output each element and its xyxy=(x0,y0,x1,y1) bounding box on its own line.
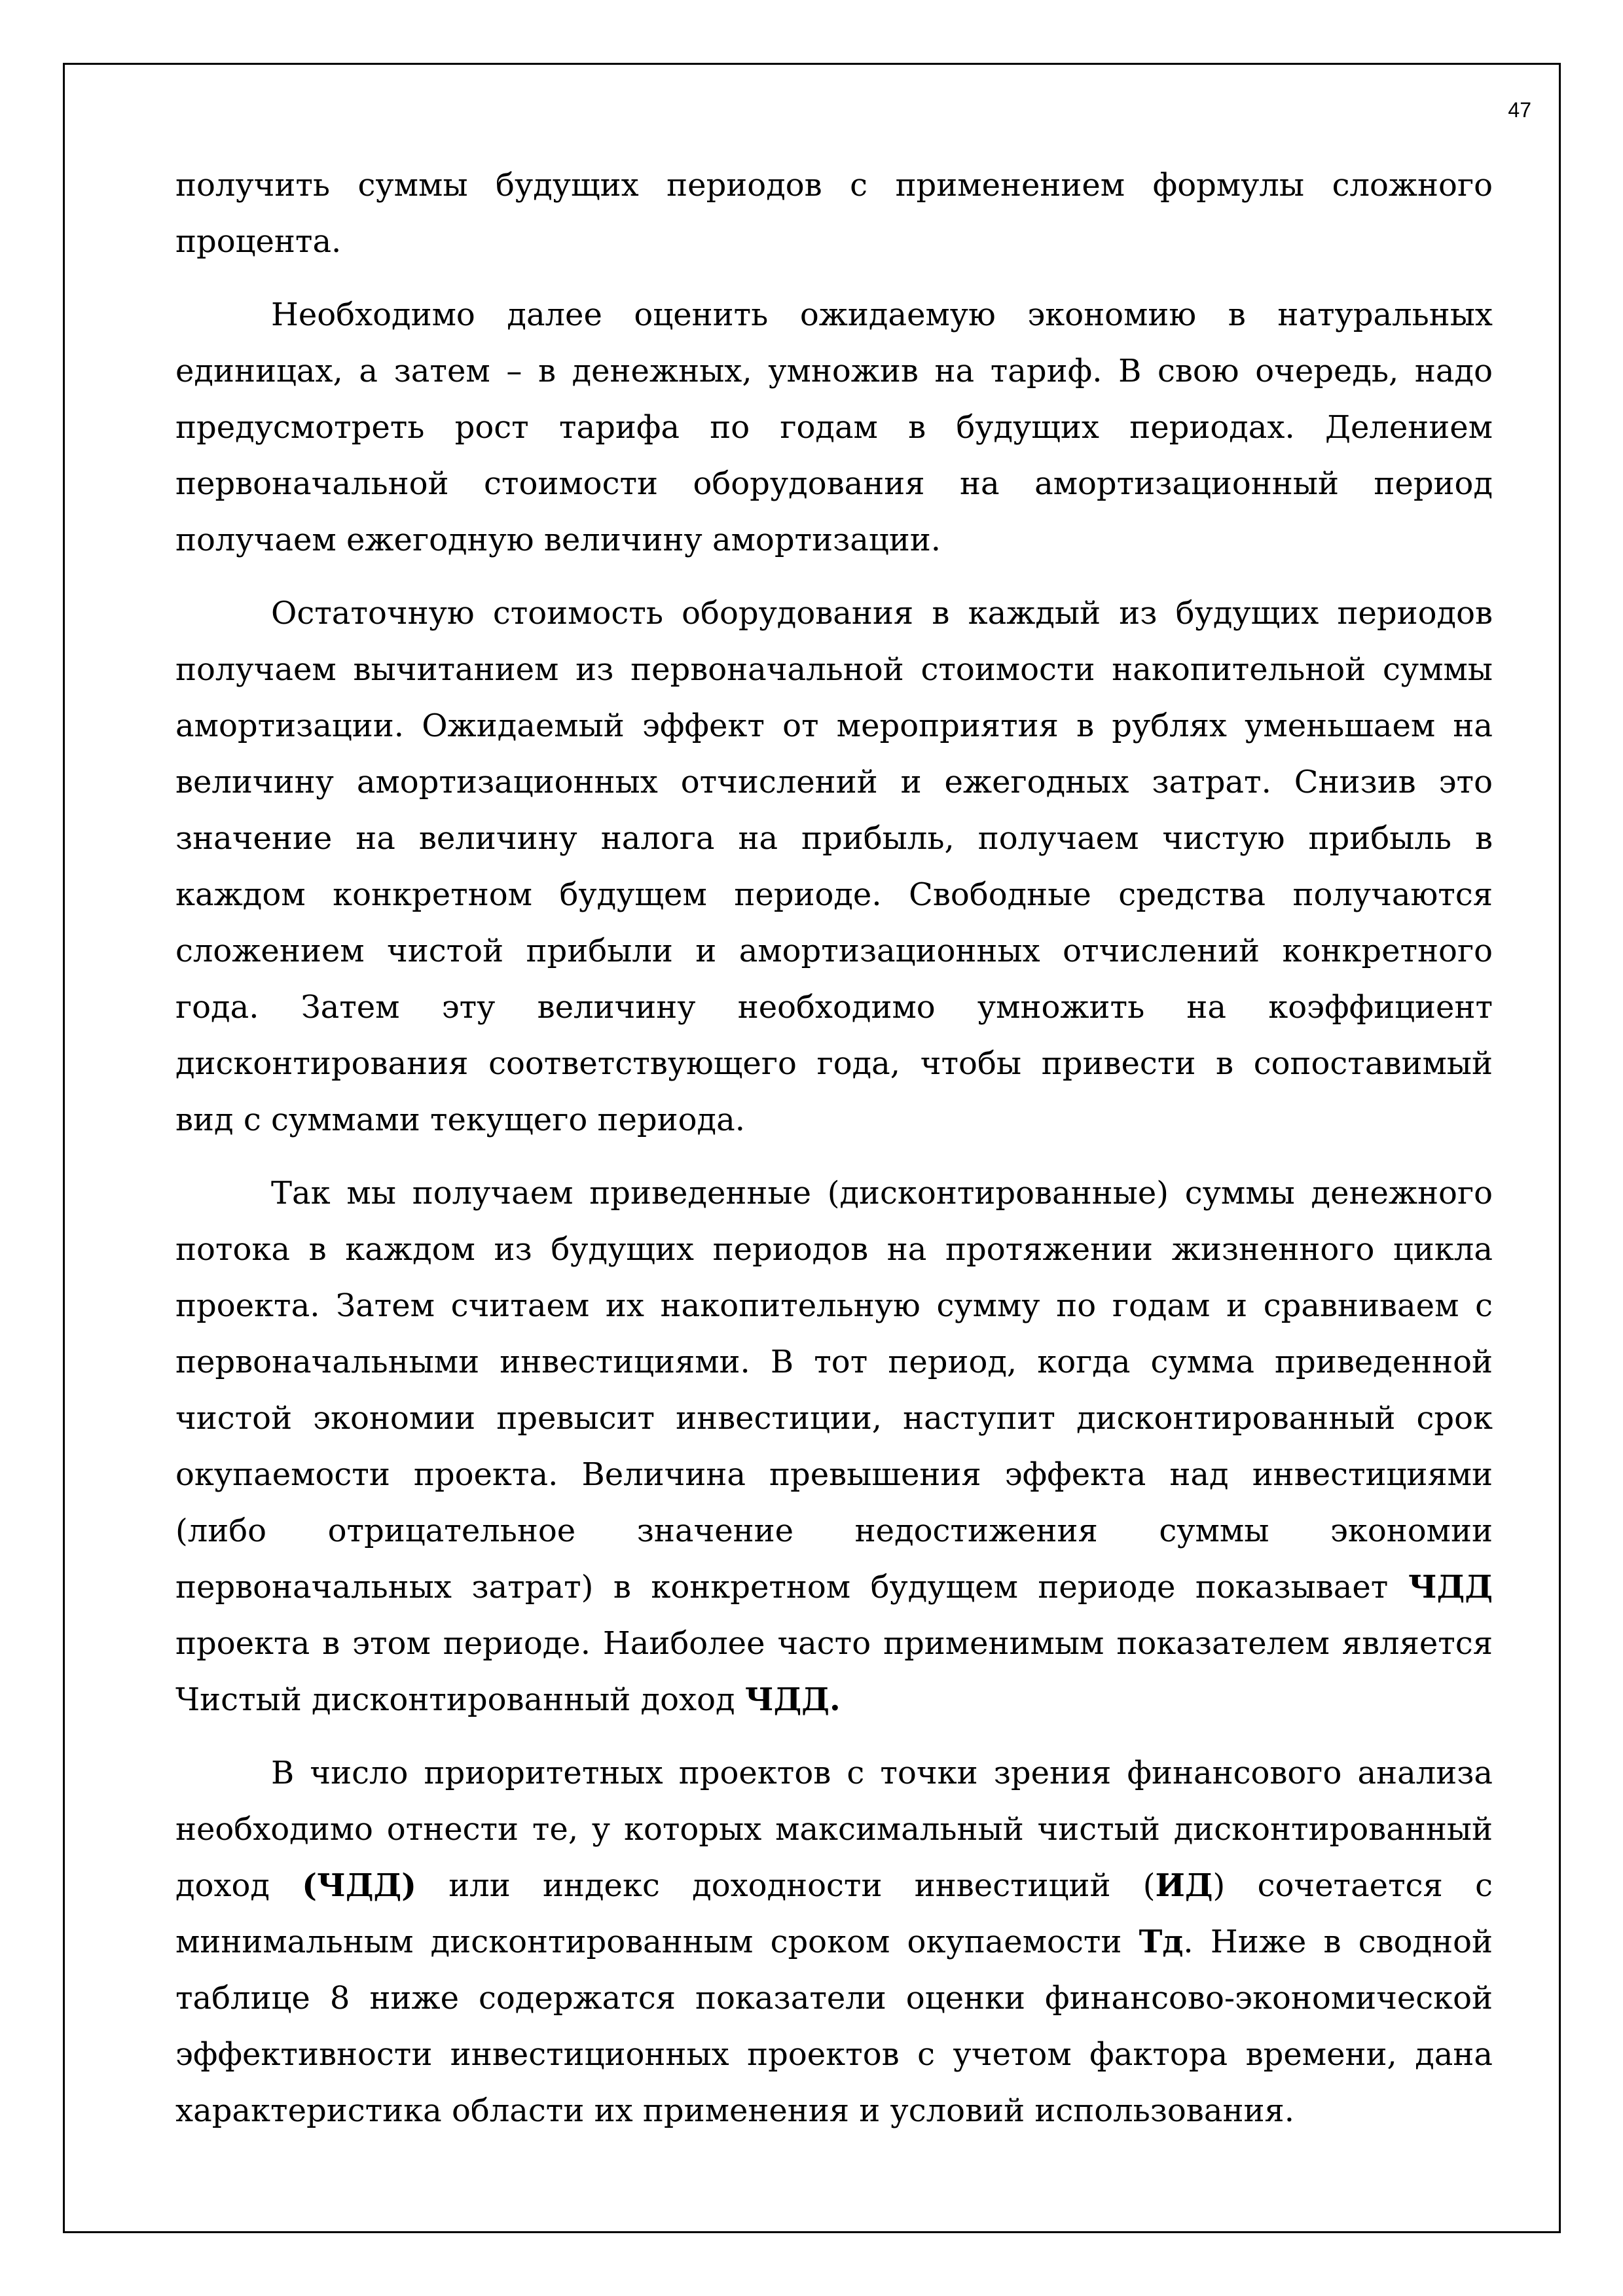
paragraph-5-text: В число приоритетных проектов с точки зрения финансового анализа необходимо отнести те, у которых максимальный чистый дисконтированный доход xyxy=(175,1755,1493,1904)
page-number: 47 xyxy=(1508,98,1531,122)
paragraph-4 xyxy=(175,1165,1493,1728)
term-chdd: (ЧДД) xyxy=(302,1867,416,1904)
paragraph-4-text: Так мы получаем приведенные (дисконтированные) суммы денежного потока в каждом из будущих периодов на протяжении жизненного цикла проекта. Затем считаем их накопительную сумму по годам и сравниваем с первоначальными инвестициями. В тот период, когда сумма приведенной чистой экономии превысит инвестиции, наступит дисконтированный срок окупаемости проекта. Величина превышения эффекта над инвестициями (либо отрицательное значение недостижения суммы экономии первоначальных затрат) в конкретном будущем периоде показывает xyxy=(175,1175,1493,1605)
paragraph-5-text: . Ниже в сводной таблице 8 ниже содержатся показатели оценки финансово-экономической эффективности инвестиционных проектов с учетом фактора времени, дана характеристика области их применения и условий использования. xyxy=(175,1924,1493,2129)
document-body xyxy=(175,157,1493,2156)
paragraph-5-text: ) сочетается с минимальным дисконтированным сроком окупаемости xyxy=(175,1867,1493,1960)
term-id: ИД xyxy=(1155,1867,1213,1904)
term-td: Тд xyxy=(1139,1924,1184,1960)
paragraph-3: Остаточную стоимость оборудования в каждый из будущих периодов получаем вычитанием из первоначальной стоимости накопительной суммы амортизации. Ожидаемый эффект от мероприятия в рублях уменьшаем на величину амортизационных отчислений и ежегодных затрат. Снизив это значение на величину налога на прибыль, получаем чистую прибыль в каждом конкретном будущем периоде. Свободные средства получаются сложением чистой прибыли и амортизационных отчислений конкретного года. Затем эту величину необходимо умножить на коэффициент дисконтирования соответствующего года, чтобы привести в сопоставимый вид с суммами текущего периода. xyxy=(175,595,1493,1138)
term-chdd: ЧДД. xyxy=(744,1681,841,1718)
term-chdd: ЧДД xyxy=(1408,1569,1493,1605)
paragraph-5 xyxy=(175,1745,1493,2139)
paragraph-5-text: или индекс доходности инвестиций ( xyxy=(416,1867,1156,1904)
paragraph-2: Необходимо далее оценить ожидаемую экономию в натуральных единицах, а затем – в денежных, умножив на тариф. В свою очередь, надо предусмотреть рост тарифа по годам в будущих периодах. Делением первоначальной стоимости оборудования на амортизационный период получаем ежегодную величину амортизации. xyxy=(175,296,1493,558)
paragraph-1: получить суммы будущих периодов с применением формулы сложного процента. xyxy=(175,167,1493,260)
paragraph-4-text: проекта в этом периоде. Наиболее часто применимым показателем является Чистый дисконтированный доход xyxy=(175,1625,1493,1718)
